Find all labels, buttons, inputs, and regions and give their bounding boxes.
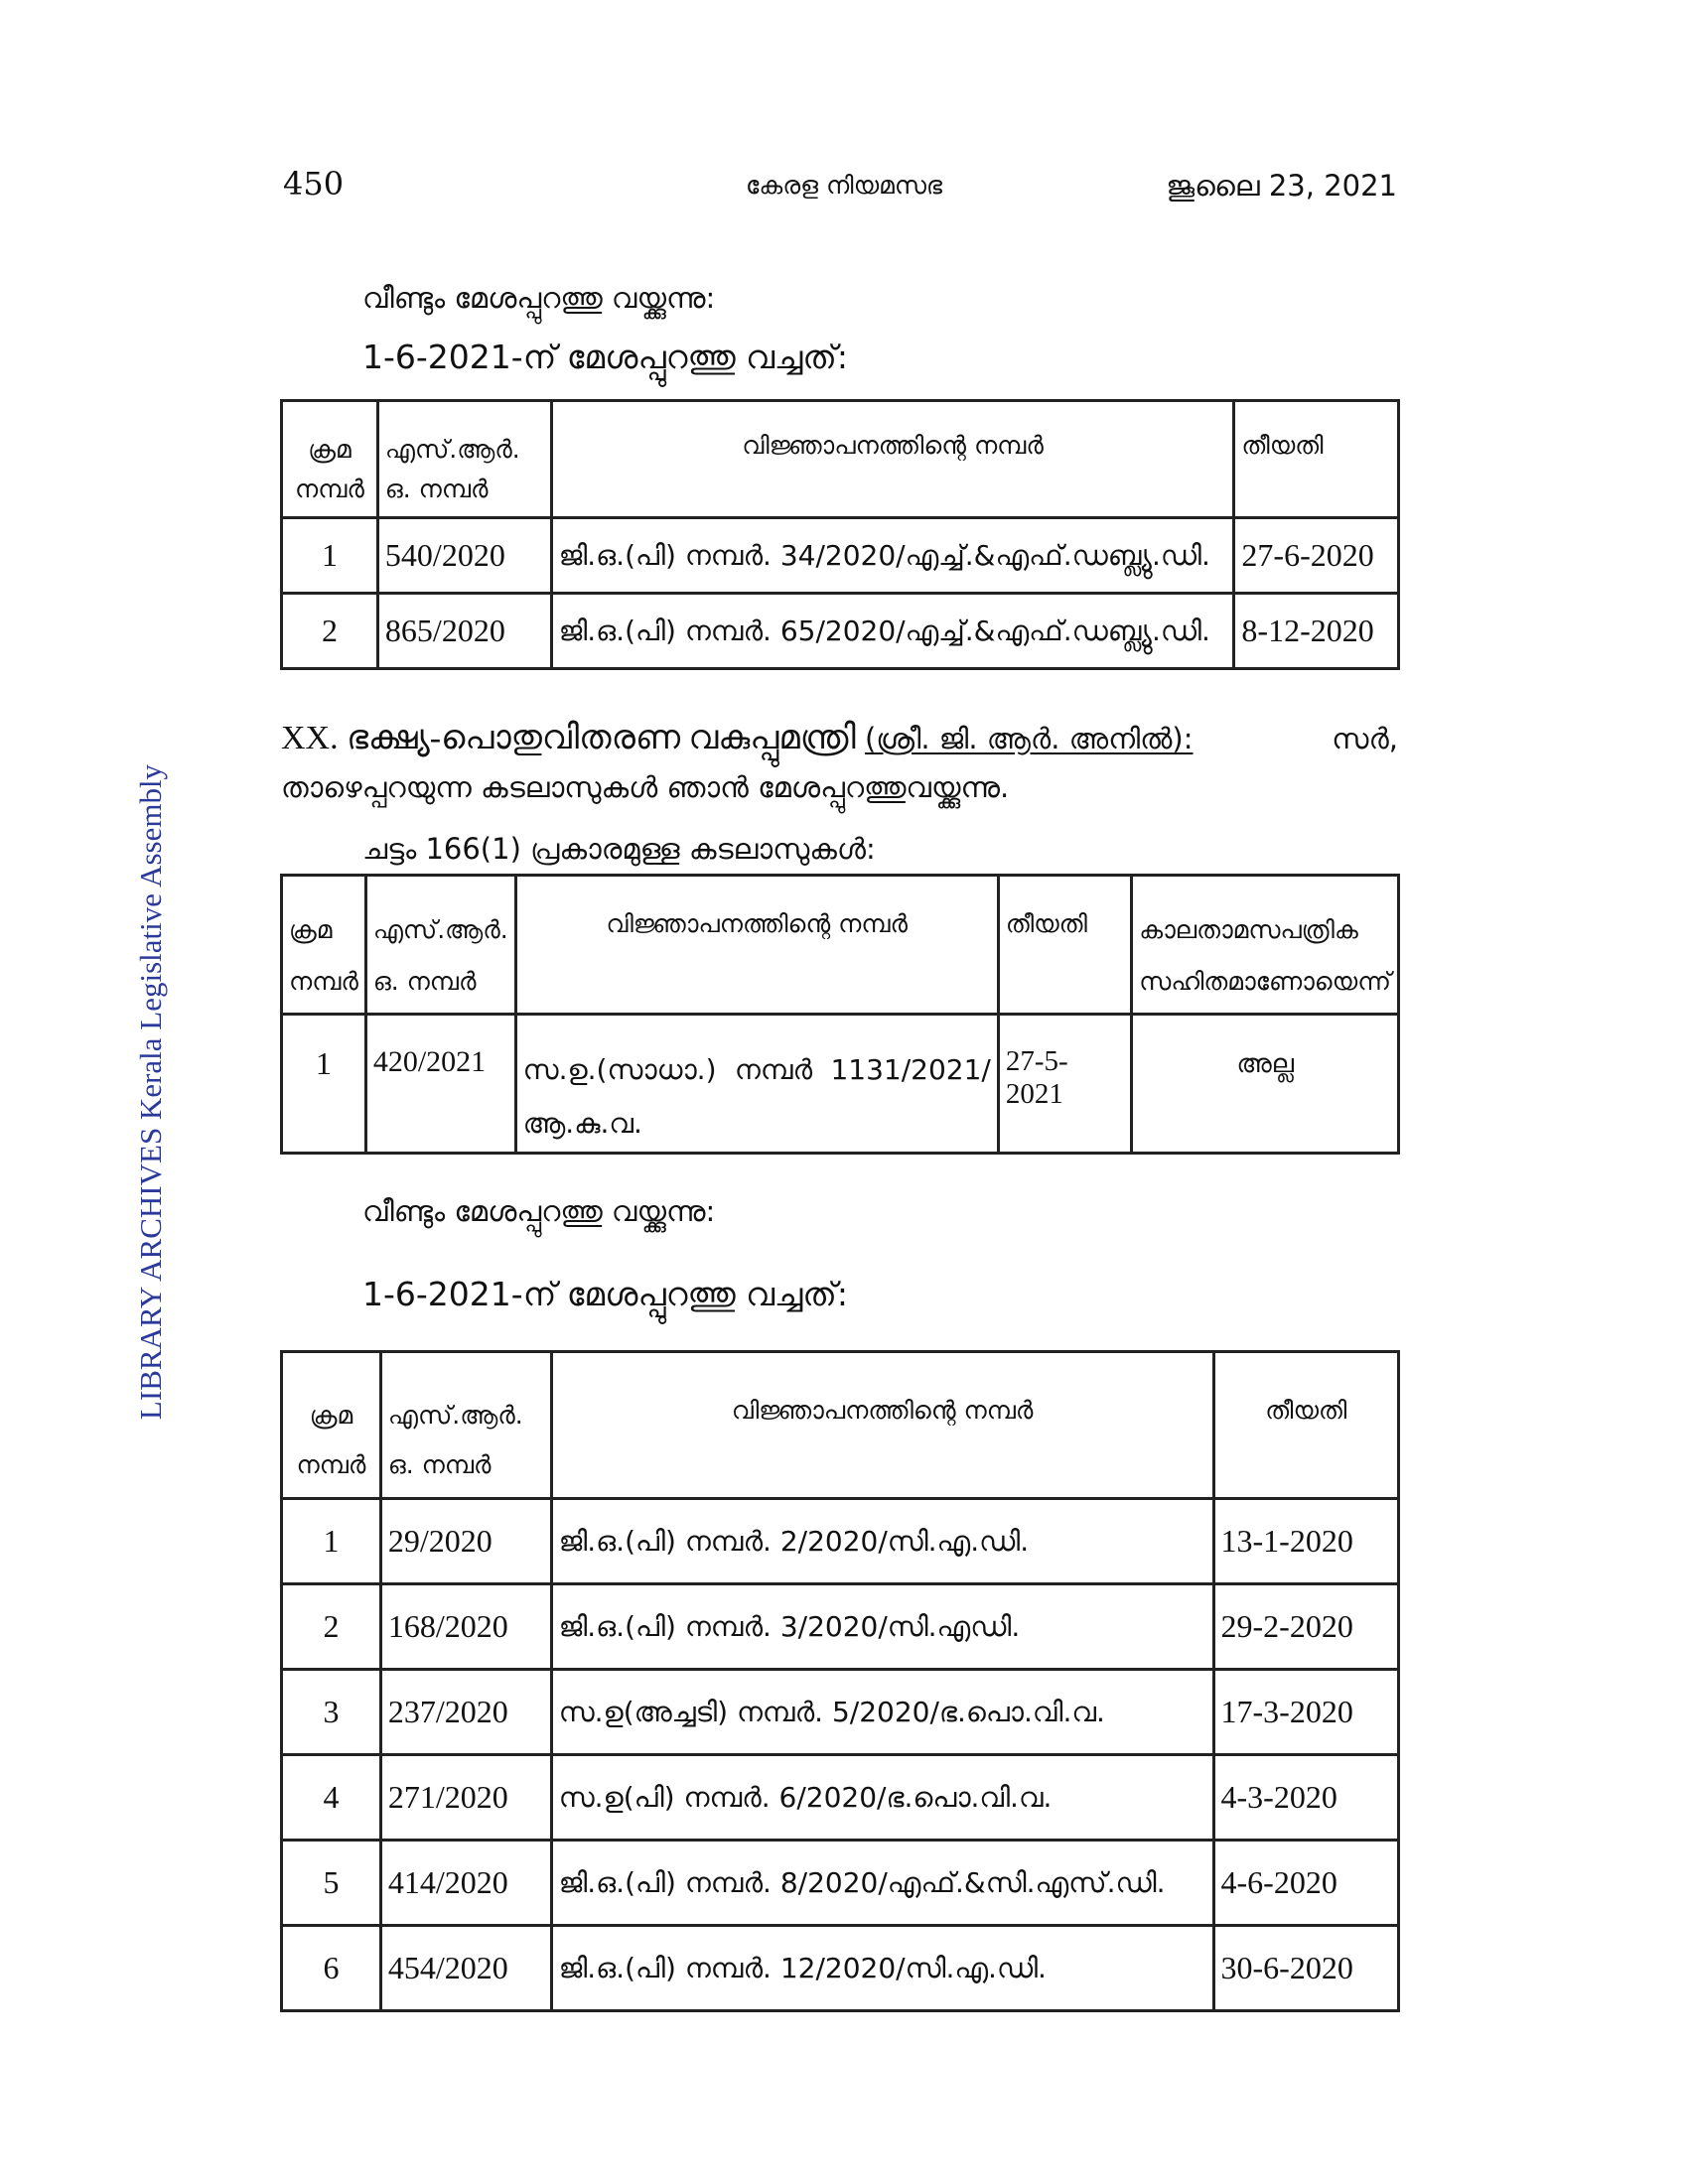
cell-date: 8-12-2020 xyxy=(1234,594,1399,669)
page-number: 450 xyxy=(283,165,345,203)
col-header-date: തീയതി xyxy=(1234,401,1399,518)
cell-sro: 454/2020 xyxy=(380,1926,551,2011)
cell-date: 4-3-2020 xyxy=(1213,1755,1398,1841)
page-header-title: കേരള നിയമസഭ xyxy=(746,171,942,200)
table-header-row xyxy=(282,876,1399,1015)
side-watermark: LIBRARY ARCHIVES Kerala Legislative Assembly xyxy=(133,763,168,1421)
col-header-sro: എസ്.ആർ. ഒ. നമ്പർ xyxy=(377,401,551,518)
table-row xyxy=(282,1584,1399,1670)
cell-sl: 1 xyxy=(282,1499,381,1584)
col-header-notification: വിജ്ഞാപനത്തിന്റെ നമ്പർ xyxy=(551,401,1234,518)
cell-sl: 3 xyxy=(282,1670,381,1755)
cell-sl: 6 xyxy=(282,1926,381,2011)
col-header-notification: വിജ്ഞാപനത്തിന്റെ നമ്പർ xyxy=(515,876,998,1015)
cell-sl: 1 xyxy=(282,518,378,594)
table-row xyxy=(282,1926,1399,2011)
section3-intro: വീണ്ടും മേശപ്പുറത്തു വയ്ക്കുന്നു: xyxy=(362,1194,716,1228)
cell-date: 30-6-2020 xyxy=(1213,1926,1398,2011)
cell-notification: സ.ഉ(പി) നമ്പർ. 6/2020/ഭ.പൊ.വി.വ. xyxy=(551,1755,1213,1841)
cell-notification: സ.ഉ(അച്ചടി) നമ്പർ. 5/2020/ഭ.പൊ.വി.വ. xyxy=(551,1670,1213,1755)
cell-sl: 5 xyxy=(282,1841,381,1926)
cell-sro: 168/2020 xyxy=(380,1584,551,1670)
page-header-date: ജൂലൈ 23, 2021 xyxy=(1166,169,1397,203)
cell-date: 4-6-2020 xyxy=(1213,1841,1398,1926)
table-header-row xyxy=(282,1352,1399,1499)
table-row xyxy=(282,594,1399,669)
cell-notification: ജി.ഒ.(പി) നമ്പർ. 34/2020/എച്ച്.&എഫ്.ഡബ്ല്യു.ഡി. xyxy=(551,518,1234,594)
cell-sl: 2 xyxy=(282,1584,381,1670)
cell-notification: ജി.ഒ.(പി) നമ്പർ. 65/2020/എച്ച്.&എഫ്.ഡബ്ല്യു.ഡി. xyxy=(551,594,1234,669)
table-row xyxy=(282,1755,1399,1841)
cell-notification: ജി.ഒ.(പി) നമ്പർ. 3/2020/സി.എഡി. xyxy=(551,1584,1213,1670)
cell-sro: 540/2020 xyxy=(377,518,551,594)
cell-sro: 420/2021 xyxy=(365,1015,515,1154)
section1-intro: വീണ്ടും മേശപ്പുറത്തു വയ്ക്കുന്നു: xyxy=(362,281,716,315)
section2-paragraph xyxy=(281,711,1398,766)
col-header-date: തീയതി xyxy=(1213,1352,1398,1499)
cell-date: 27-6-2020 xyxy=(1234,518,1399,594)
section3-laid-on: 1-6-2021-ന് മേശപ്പുറത്തു വച്ചത്: xyxy=(362,1275,848,1313)
cell-date: 27-5-2021 xyxy=(998,1015,1131,1154)
section2-line2: താഴെപ്പറയുന്ന കടലാസുകൾ ഞാൻ മേശപ്പുറത്തുവയ്ക്കുന്നു. xyxy=(281,770,1010,804)
cell-date: 13-1-2020 xyxy=(1213,1499,1398,1584)
col-header-sl: ക്രമ നമ്പർ xyxy=(282,1352,381,1499)
table-row xyxy=(282,1499,1399,1584)
table-header-row xyxy=(282,401,1399,518)
cell-notification: ജി.ഒ.(പി) നമ്പർ. 12/2020/സി.എ.ഡി. xyxy=(551,1926,1213,2011)
cell-sro: 271/2020 xyxy=(380,1755,551,1841)
section3-table xyxy=(280,1350,1400,2012)
section1-laid-on: 1-6-2021-ന് മേശപ്പുറത്തു വച്ചത്: xyxy=(362,338,848,376)
cell-sro: 29/2020 xyxy=(380,1499,551,1584)
cell-sro: 865/2020 xyxy=(377,594,551,669)
table-row xyxy=(282,1841,1399,1926)
cell-sl: 1 xyxy=(282,1015,366,1154)
cell-date: 17-3-2020 xyxy=(1213,1670,1398,1755)
cell-sro: 414/2020 xyxy=(380,1841,551,1926)
col-header-date: തീയതി xyxy=(998,876,1131,1015)
section2-table xyxy=(280,874,1400,1155)
cell-date: 29-2-2020 xyxy=(1213,1584,1398,1670)
section1-table xyxy=(280,399,1400,670)
col-header-sl: ക്രമ നമ്പർ xyxy=(282,401,378,518)
minister-name: (ശ്രീ. ജി. ആർ. അനിൽ): xyxy=(864,722,1194,755)
section2-rule: ചട്ടം 166(1) പ്രകാരമുള്ള കടലാസുകൾ: xyxy=(362,832,876,866)
col-header-sro: എസ്.ആർ. ഒ. നമ്പർ xyxy=(365,876,515,1015)
col-header-sl: ക്രമ നമ്പർ xyxy=(282,876,366,1015)
cell-notification: ജി.ഒ.(പി) നമ്പർ. 8/2020/എഫ്.&സി.എസ്.ഡി. xyxy=(551,1841,1213,1926)
col-header-notification: വിജ്ഞാപനത്തിന്റെ നമ്പർ xyxy=(551,1352,1213,1499)
cell-sl: 4 xyxy=(282,1755,381,1841)
section2-heading-suffix: സർ, xyxy=(1332,722,1398,755)
col-header-sro: എസ്.ആർ. ഒ. നമ്പർ xyxy=(380,1352,551,1499)
table-row xyxy=(282,1670,1399,1755)
cell-delay: അല്ല xyxy=(1132,1015,1399,1154)
cell-sl: 2 xyxy=(282,594,378,669)
table-row xyxy=(282,518,1399,594)
cell-notification: സ.ഉ.(സാധാ.) നമ്പർ 1131/2021/ ആ.കു.വ. xyxy=(515,1015,998,1154)
cell-sro: 237/2020 xyxy=(380,1670,551,1755)
section2-heading-prefix: XX. ഭക്ഷ്യ-പൊതുവിതരണ വകുപ്പുമന്ത്രി xyxy=(281,720,856,756)
cell-notification: ജി.ഒ.(പി) നമ്പർ. 2/2020/സി.എ.ഡി. xyxy=(551,1499,1213,1584)
col-header-delay: കാലതാമസപത്രിക സഹിതമാണോയെന്ന് xyxy=(1132,876,1399,1015)
table-row xyxy=(282,1015,1399,1154)
